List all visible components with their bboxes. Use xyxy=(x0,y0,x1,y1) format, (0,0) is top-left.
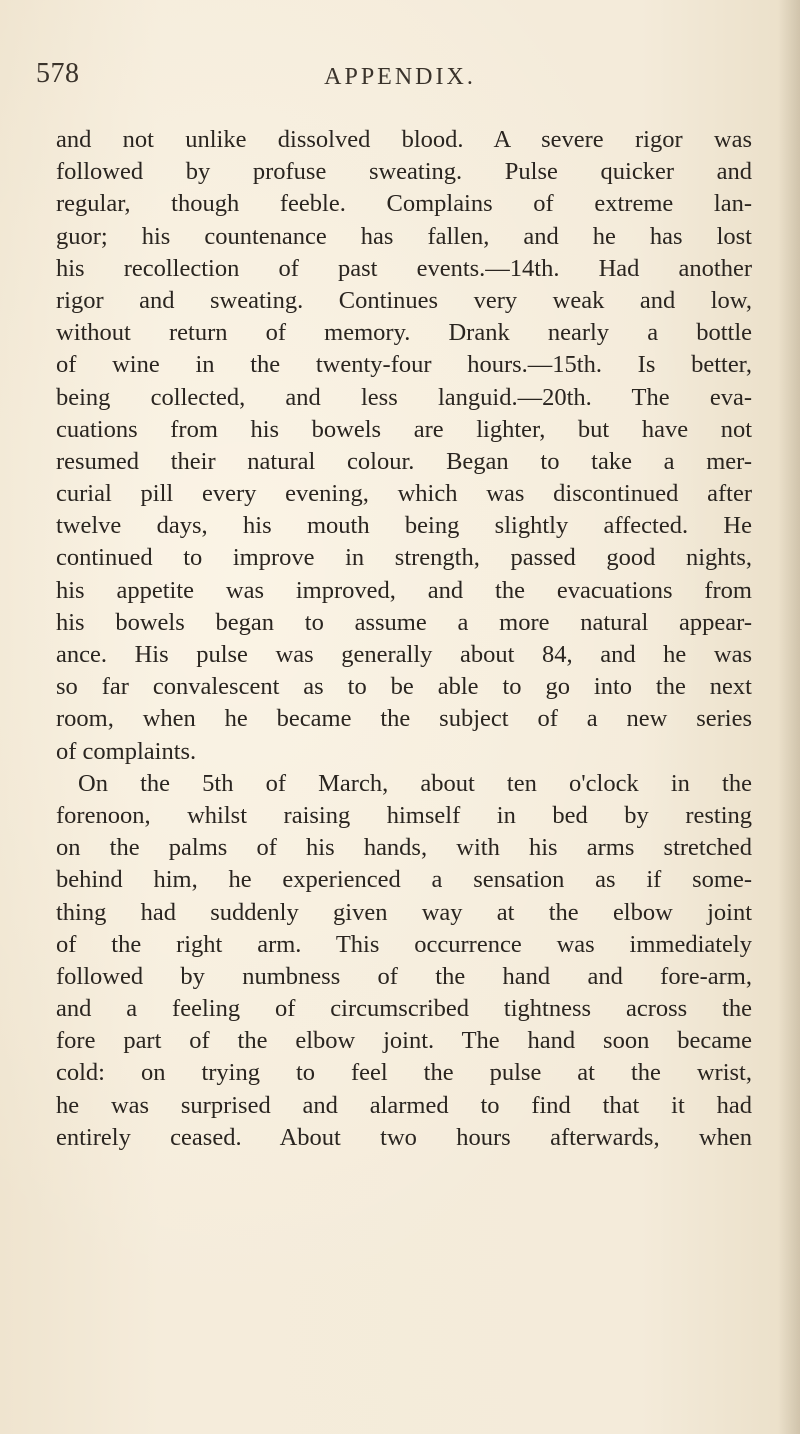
text-line: forenoon, whilst raising himself in bed by resting xyxy=(56,801,752,829)
text-line: rigor and sweating. Continues very weak and low, xyxy=(56,286,752,314)
text-line: ance. His pulse was generally about 84, and he was xyxy=(56,641,752,668)
text-line: guor; his countenance has fallen, and he has lost xyxy=(56,222,752,250)
text-line: of complaints. xyxy=(56,737,197,765)
text-line: twelve days, his mouth being slightly affected. He xyxy=(56,512,752,540)
paragraph-2 xyxy=(56,768,752,1154)
body-text xyxy=(56,124,752,1154)
text-line: on the palms of his hands, with his arms stretched xyxy=(56,834,752,862)
paragraph-1 xyxy=(56,124,752,768)
text-line: of wine in the twenty-four hours.—15th. Is better, xyxy=(56,351,752,379)
text-line: room, when he became the subject of a new series xyxy=(56,705,752,733)
text-line: regular, though feeble. Complains of extreme lan- xyxy=(56,190,752,218)
text-line: followed by numbness of the hand and fore-arm, xyxy=(56,962,752,990)
text-line: his recollection of past events.—14th. Had another xyxy=(56,254,752,282)
page-number: 578 xyxy=(36,58,80,89)
text-line: being collected, and less languid.—20th. The eva- xyxy=(56,383,752,411)
text-line: entirely ceased. About two hours afterwards, when xyxy=(56,1123,752,1151)
text-line: his appetite was improved, and the evacuations from xyxy=(56,576,752,604)
text-line: and a feeling of circumscribed tightness across the xyxy=(56,995,752,1023)
text-line: thing had suddenly given way at the elbow joint xyxy=(56,898,752,926)
text-line: and not unlike dissolved blood. A severe rigor was xyxy=(56,126,752,153)
text-line: continued to improve in strength, passed good nights, xyxy=(56,544,752,572)
text-line: On the 5th of March, about ten o'clock in the xyxy=(78,769,752,797)
text-line: of the right arm. This occurrence was immediately xyxy=(56,930,752,958)
page-edge-shadow xyxy=(778,0,800,1434)
text-line: his bowels began to assume a more natural appear- xyxy=(56,608,752,636)
text-line: so far convalescent as to be able to go into the next xyxy=(56,673,752,701)
text-line: cuations from his bowels are lighter, but have not xyxy=(56,415,752,443)
text-line: behind him, he experienced a sensation as if some- xyxy=(56,866,752,894)
running-head: APPENDIX. xyxy=(324,64,476,90)
text-line: fore part of the elbow joint. The hand soon became xyxy=(56,1027,752,1055)
text-line: followed by profuse sweating. Pulse quicker and xyxy=(56,158,752,186)
text-line: resumed their natural colour. Began to take a mer- xyxy=(56,447,752,475)
text-line: curial pill every evening, which was discontinued after xyxy=(56,480,752,508)
text-line: he was surprised and alarmed to find that it had xyxy=(56,1091,752,1119)
text-line: cold: on trying to feel the pulse at the wrist, xyxy=(56,1059,752,1087)
text-line: without return of memory. Drank nearly a bottle xyxy=(56,319,752,347)
